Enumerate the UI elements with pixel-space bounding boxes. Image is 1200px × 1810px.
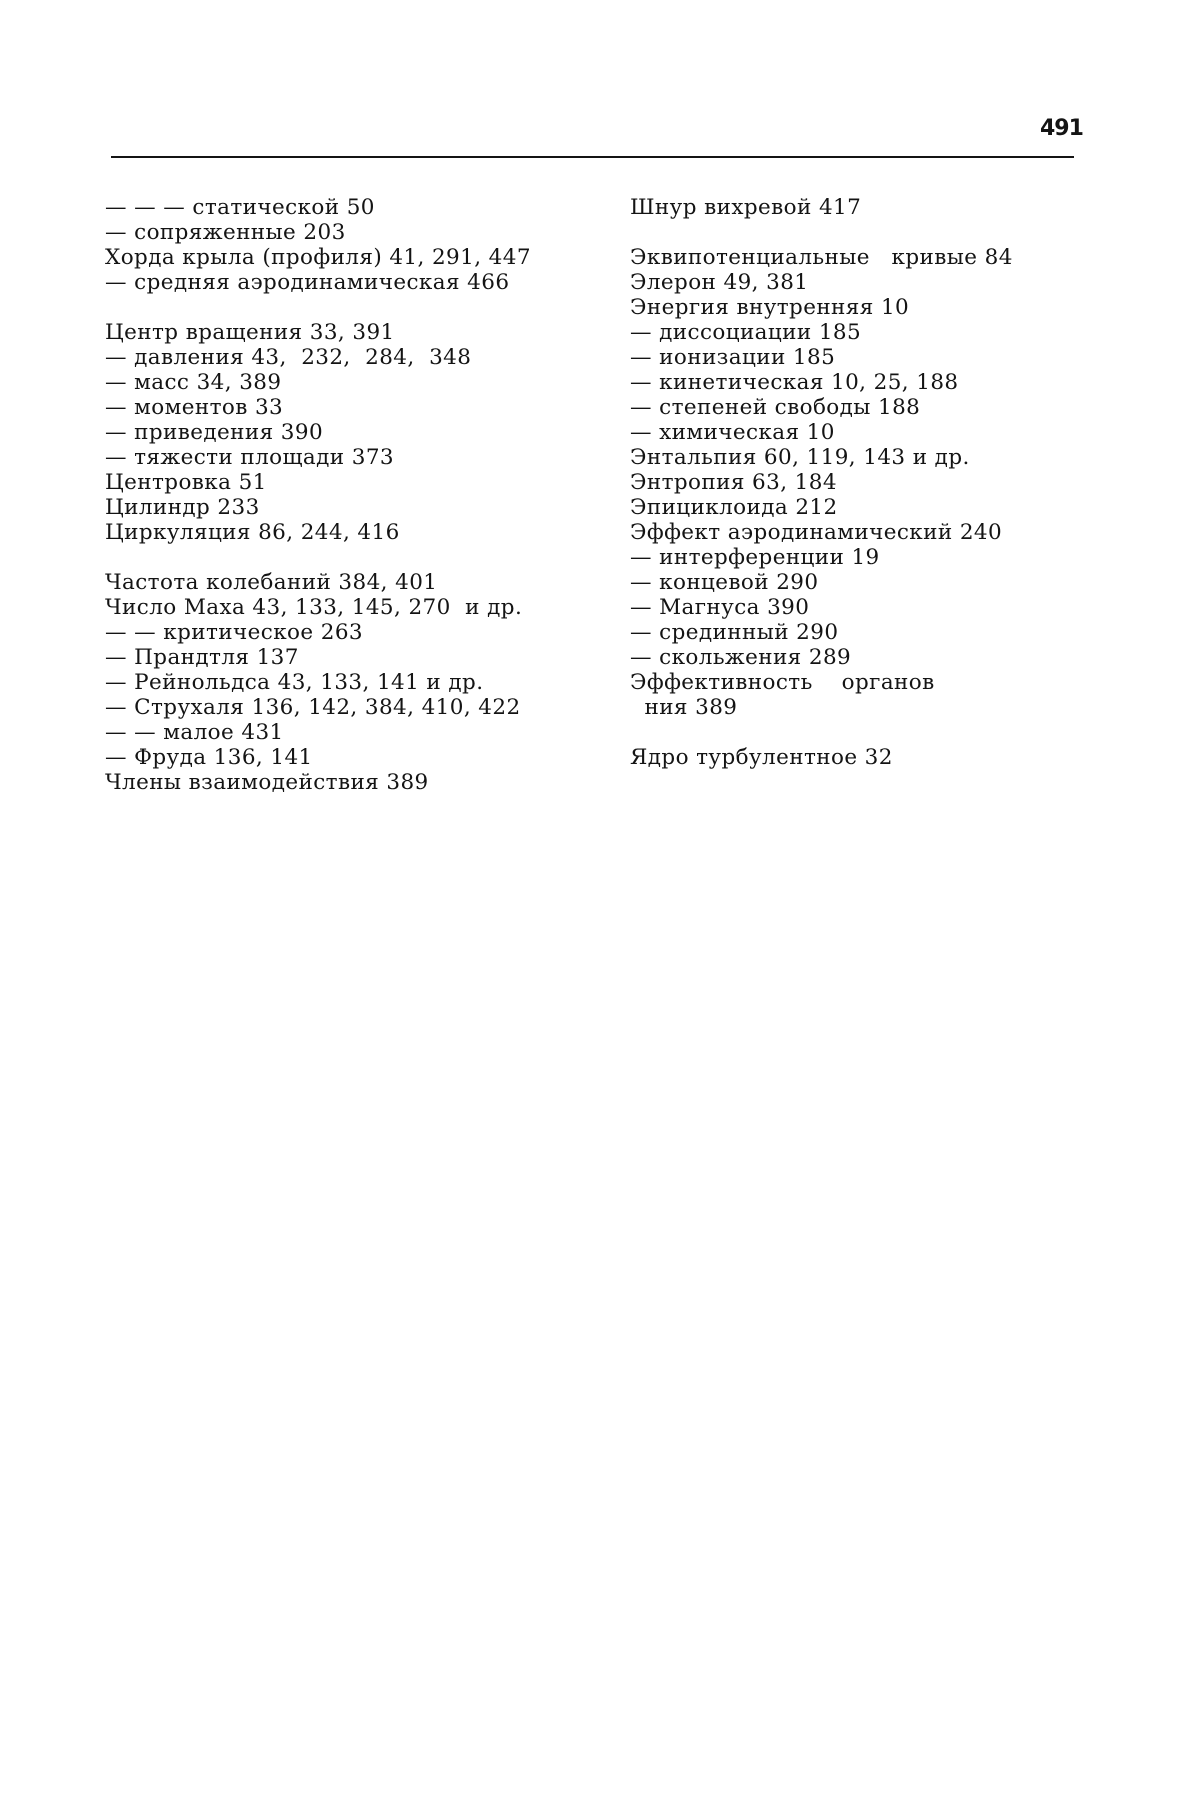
index-entry: — химическая 10 bbox=[630, 420, 835, 445]
index-entry: Эффективность органов bbox=[630, 670, 935, 695]
index-entry: ния 389 bbox=[630, 695, 738, 720]
index-entry: — сопряженные 203 bbox=[105, 220, 346, 245]
index-entry: Эквипотенциальные кривые 84 bbox=[630, 245, 1013, 270]
index-column-right bbox=[630, 195, 1100, 770]
group-spacer bbox=[630, 220, 1100, 245]
index-group-sh bbox=[630, 195, 1100, 220]
index-entry: Цилиндр 233 bbox=[105, 495, 260, 520]
index-entry: — Струхаля 136, 142, 384, 410, 422 bbox=[105, 695, 521, 720]
index-entry: Центровка 51 bbox=[105, 470, 267, 495]
index-entry: — ионизации 185 bbox=[630, 345, 836, 370]
index-entry: Энтальпия 60, 119, 143 и др. bbox=[630, 445, 970, 470]
index-entry: — Магнуса 390 bbox=[630, 595, 810, 620]
index-entry: Эффект аэродинамический 240 bbox=[630, 520, 1003, 545]
index-entry: — степеней свободы 188 bbox=[630, 395, 921, 420]
index-entry: — — — статической 50 bbox=[105, 195, 375, 220]
index-column-left bbox=[105, 195, 585, 795]
index-entry: — приведения 390 bbox=[105, 420, 324, 445]
index-group-ya bbox=[630, 745, 1100, 770]
index-entry: Энтропия 63, 184 bbox=[630, 470, 837, 495]
index-entry: Энергия внутренняя 10 bbox=[630, 295, 910, 320]
index-entry: Члены взаимодействия 389 bbox=[105, 770, 429, 795]
index-entry: — Рейнольдса 43, 133, 141 и др. bbox=[105, 670, 484, 695]
group-spacer bbox=[630, 720, 1100, 745]
page-number: 491 bbox=[1040, 116, 1083, 141]
index-entry: Шнур вихревой 417 bbox=[630, 195, 862, 220]
index-entry: — — критическое 263 bbox=[105, 620, 363, 645]
index-entry: — тяжести площади 373 bbox=[105, 445, 394, 470]
index-entry: — срединный 290 bbox=[630, 620, 839, 645]
index-entry: Центр вращения 33, 391 bbox=[105, 320, 395, 345]
index-group-e bbox=[630, 245, 1100, 720]
index-entry: — Прандтля 137 bbox=[105, 645, 299, 670]
index-entry: Циркуляция 86, 244, 416 bbox=[105, 520, 400, 545]
index-group-ts bbox=[105, 320, 585, 545]
index-entry: — давления 43, 232, 284, 348 bbox=[105, 345, 472, 370]
index-entry: — — малое 431 bbox=[105, 720, 284, 745]
index-entry: — моментов 33 bbox=[105, 395, 284, 420]
group-spacer bbox=[105, 295, 585, 320]
index-entry: Частота колебаний 384, 401 bbox=[105, 570, 438, 595]
index-entry: — средняя аэродинамическая 466 bbox=[105, 270, 510, 295]
index-entry: — кинетическая 10, 25, 188 bbox=[630, 370, 959, 395]
index-entry: — масс 34, 389 bbox=[105, 370, 282, 395]
index-group-x bbox=[105, 195, 585, 295]
index-group-ch bbox=[105, 570, 585, 795]
index-entry: — концевой 290 bbox=[630, 570, 819, 595]
index-entry: Хорда крыла (профиля) 41, 291, 447 bbox=[105, 245, 531, 270]
index-entry: Число Маха 43, 133, 145, 270 и др. bbox=[105, 595, 523, 620]
group-spacer bbox=[105, 545, 585, 570]
index-entry: — скольжения 289 bbox=[630, 645, 852, 670]
index-entry: — интерференции 19 bbox=[630, 545, 880, 570]
header-rule bbox=[111, 156, 1074, 158]
index-entry: — Фруда 136, 141 bbox=[105, 745, 313, 770]
index-entry: Эпициклоида 212 bbox=[630, 495, 838, 520]
index-entry: Ядро турбулентное 32 bbox=[630, 745, 893, 770]
index-entry: — диссоциации 185 bbox=[630, 320, 862, 345]
index-entry: Элерон 49, 381 bbox=[630, 270, 809, 295]
